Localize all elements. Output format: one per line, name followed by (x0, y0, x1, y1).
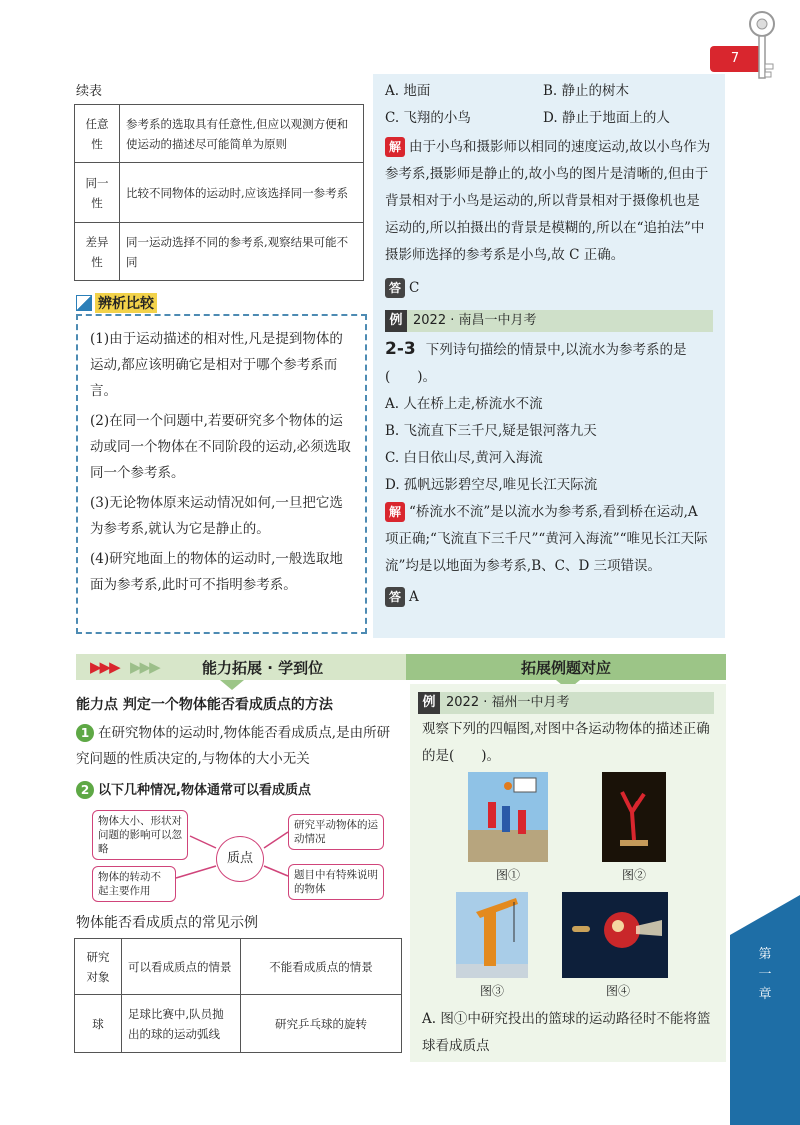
table-header: 研究对象 (75, 939, 122, 995)
table-key: 同一性 (75, 163, 120, 223)
figure-caption: 图① (495, 868, 520, 882)
corner-icon (76, 295, 92, 311)
table-row (75, 163, 364, 223)
table-cell: 研究乒乓球的旋转 (241, 995, 402, 1053)
table-text: 同一运动选择不同的参考系,观察结果可能不同 (120, 223, 364, 281)
key-icon (742, 6, 782, 86)
analysis-text: 由于小鸟和摄影师以相同的速度运动,故以小鸟作为参考系,摄影师是静止的,故小鸟的图片是清晰的,但由于背景相对于小鸟是运动的,所以背景相对于摄像机也是运动的,所以拍摄出的背景是模糊的,所以在“追拍法”中摄影师选择的参考系是小鸟,故 C 正确。 (385, 139, 711, 263)
analysis-text: “桥流水不流”是以流水为参考系,看到桥在运动,A 项正确;“飞流直下三千尺”“黄河入海流”“唯见长江天际流”均是以地面为参考系,B、C、D 三项错误。 (385, 504, 708, 574)
table-row (75, 223, 364, 281)
option: A. 地面 (385, 83, 431, 99)
ability-point-1 (76, 720, 402, 772)
q1-options (385, 78, 713, 132)
example-label: 例 (385, 310, 407, 332)
point-text: 以下几种情况,物体通常可以看成质点 (98, 783, 311, 798)
reference-frame-table (74, 104, 364, 281)
compare-box (76, 314, 367, 634)
table-key: 差异性 (75, 223, 120, 281)
q3-stem: 观察下列的四幅图,对图中各运动物体的描述正确的是( )。 (422, 721, 710, 764)
analysis-tag: 解 (385, 137, 405, 157)
arrows-icon: ▶▶▶ (130, 658, 159, 676)
diagram-center: 质点 (216, 836, 264, 882)
example-header (385, 310, 713, 332)
stem-text: 下列诗句描绘的情景中,以流水为参考系的是( )。 (385, 342, 687, 385)
figure-caption: 图② (621, 868, 646, 882)
option: B. 飞流直下三千尺,疑是银河落九天 (385, 423, 597, 439)
table-header-row (75, 939, 402, 995)
table-cell: 足球比赛中,队员抛出的球的运动弧线 (122, 995, 241, 1053)
ability-title: 能力点 判定一个物体能否看成质点的方法 (76, 697, 333, 713)
compare-item: (2)在同一个问题中,若要研究多个物体的运动或同一个物体在不同阶段的运动,必须选取同一个参考系。 (90, 413, 351, 481)
table-caption: 续表 (76, 84, 103, 99)
example-header (418, 692, 714, 714)
option: B. 静止的树木 (543, 83, 630, 99)
table-text: 比较不同物体的运动时,应该选择同一参考系 (120, 163, 364, 223)
extended-example-panel (410, 684, 726, 1062)
option: C. 飞翔的小鸟 (385, 110, 471, 126)
point-text: 在研究物体的运动时,物体能否看成质点,是由所研究问题的性质决定的,与物体的大小无关 (76, 725, 391, 767)
q2-answer (385, 584, 713, 611)
table-row (75, 995, 402, 1053)
section-banner-right (406, 654, 726, 680)
arrows-icon: ▶▶▶ (90, 658, 119, 676)
answer-text: A (409, 589, 419, 605)
table-key: 任意性 (75, 105, 120, 163)
analysis-tag: 解 (385, 502, 405, 522)
banner-right-title: 拓展例题对应 (520, 659, 611, 677)
diagram-node: 题目中有特殊说明的物体 (288, 864, 384, 900)
table-header: 不能看成质点的情景 (241, 939, 402, 995)
q1-analysis (385, 134, 713, 269)
number-badge: 2 (76, 781, 94, 799)
diagram-node: 研究平动物体的运动情况 (288, 814, 384, 850)
crane-photo (456, 892, 528, 978)
q3-option-a: A. 图①中研究投出的篮球的运动路径时不能将篮球看成质点 (422, 1011, 711, 1054)
example-panel (373, 74, 725, 638)
answer-tag: 答 (385, 278, 405, 298)
question-number: 2-3 (385, 339, 416, 359)
option: D. 孤帆远影碧空尽,唯见长江天际流 (385, 477, 598, 493)
mass-point-diagram (76, 806, 406, 906)
option: D. 静止于地面上的人 (543, 110, 670, 126)
table-cell: 球 (75, 995, 122, 1053)
compare-item: (1)由于运动描述的相对性,凡是提到物体的运动,都应该明确它是相对于哪个参考系而言。 (90, 331, 343, 399)
compare-item: (3)无论物体原来运动情况如何,一旦把它选为参考系,就认为它是静止的。 (90, 495, 343, 537)
examples-table-caption: 物体能否看成质点的常见示例 (76, 915, 258, 931)
chapter-label: 第一章 (758, 947, 772, 1002)
figure-caption: 图③ (479, 984, 504, 998)
example-source: 2022 · 福州一中月考 (446, 695, 570, 710)
diagram-node: 物体大小、形状对问题的影响可以忽略 (92, 810, 188, 860)
section-banner-left (76, 654, 406, 680)
basketball-photo (468, 772, 548, 862)
tab-corner (730, 895, 800, 935)
mass-point-table (74, 938, 402, 1053)
answer-tag: 答 (385, 587, 405, 607)
chapter-tab (730, 935, 800, 1125)
gymnast-photo (602, 772, 666, 862)
option: A. 人在桥上走,桥流水不流 (385, 396, 543, 412)
answer-text: C (409, 280, 420, 296)
diagram-node: 物体的转动不起主要作用 (92, 866, 176, 902)
arrow-down-icon (220, 680, 244, 690)
figure-caption: 图④ (605, 984, 630, 998)
compare-item: (4)研究地面上的物体的运动时,一般选取地面为参考系,此时可不指明参考系。 (90, 551, 343, 593)
ability-point-2 (76, 778, 311, 804)
compare-heading (76, 293, 157, 313)
number-badge: 1 (76, 724, 94, 742)
q2-analysis (385, 499, 713, 580)
table-text: 参考系的选取具有任意性,但应以观测方便和使运动的描述尽可能简单为原则 (120, 105, 364, 163)
bullet-apple-photo (562, 892, 668, 978)
q1-answer (385, 275, 713, 302)
compare-title: 辨析比较 (95, 293, 157, 313)
example-source: 2022 · 南昌一中月考 (413, 313, 537, 328)
example-label: 例 (418, 692, 440, 714)
q2-stem (385, 336, 713, 391)
banner-left-title: 能力拓展 · 学到位 (202, 659, 324, 677)
option: C. 白日依山尽,黄河入海流 (385, 450, 543, 466)
table-header: 可以看成质点的情景 (122, 939, 241, 995)
table-row (75, 105, 364, 163)
page-number: 7 (710, 46, 760, 72)
